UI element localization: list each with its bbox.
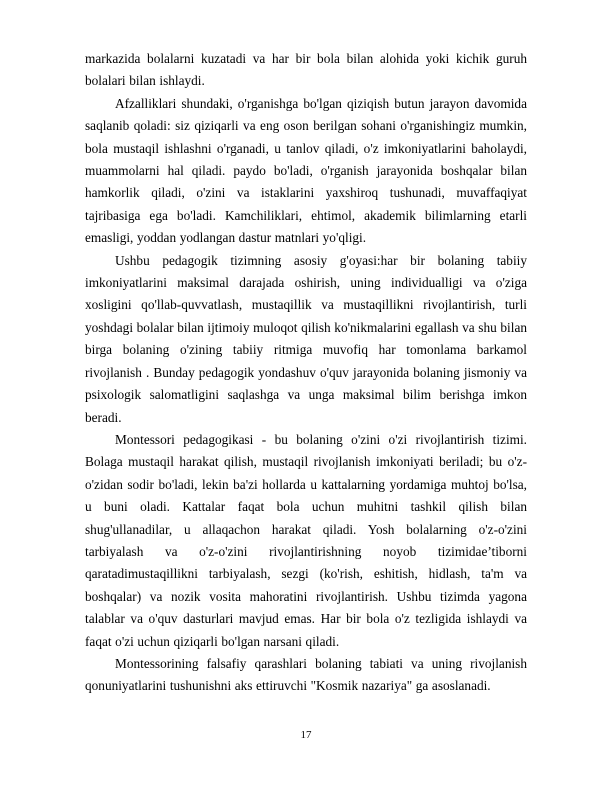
paragraph-ushbu-pedagogik: Ushbu pedagogik tizimning asosiy g'oyasi:har bir bolaning tabiiy imkoniyatlarini maksimal darajada oshirish, uning individualligi va o'ziga xosligini qo'llab-quvvatlash, mustaqillik va mustaqillikni rivojlantirish, turli yoshdagi bolalar bilan ijtimoiy muloqot qilish ko'nikmalarini egallash va shu bilan birga bolaning o'zining tabiiy ritmiga muvofiq har tomonlama barkamol rivojlanish . Bunday pedagogik yondashuv o'quv jarayonida bolaning jismoniy va psixologik salomatligini saqlashga va unga maksimal bilim berishga imkon beradi.: [85, 252, 527, 425]
page-body-text: [85, 48, 527, 698]
paragraph-continued-markazida: markazida bolalarni kuzatadi va har bir bola bilan alohida yoki kichik guruh bolalari bilan ishlaydi.: [85, 51, 527, 89]
paragraph-montessori-pedagogikasi: Montessori pedagogikasi - bu bolaning o'zini o'zi rivojlantirish tizimi. Bolaga mustaqil harakat qilish, mustaqil rivojlanish imkoniyati beriladi; bu o'z-o'zidan sodir bo'ladi, lekin ba'zi hollarda u kattalarning yordamiga muhtoj bo'lsa, u buni oladi. Kattalar faqat bola uchun muhitni tashkil qilish bilan shug'ullanadilar, u allaqachon harakat qiladi. Yosh bolalarning o'z-o'zini tarbiyalash va o'z-o'zini rivojlantirishning noyob tizimidae’tiborni qaratadimustaqillikni tarbiyalash, sezgi (ko'rish, eshitish, hidlash, ta'm va boshqalar) va nozik vosita mahoratini rivojlantirish. Ushbu tizimda yagona talablar va o'quv dasturlari mavjud emas. Har bir bola o'z tezligida ishlaydi va faqat o'zi uchun qiziqarli bo'lgan narsani qiladi.: [85, 431, 527, 649]
paragraph-afzalliklari: Afzalliklari shundaki, o'rganishga bo'lgan qiziqish butun jarayon davomida saqlanib qoladi: siz qiziqarli va eng oson berilgan sohani o'rganishingiz mumkin, bola mustaqil ishlashni o'rganadi, u tanlov qiladi, o'z imkoniyatlarini baholaydi, muammolarni hal qiladi. paydo bo'ladi, o'rganish jarayonida boshqalar bilan hamkorlik qiladi, o'zini va istaklarini yaxshiroq tushunadi, muvaffaqiyat tajribasiga ega bo'ladi. Kamchiliklari, ehtimol, akademik bilimlarning etarli emasligi, yoddan yodlangan dastur matnlari yo'qligi.: [85, 95, 527, 246]
page-number: 17: [300, 729, 312, 741]
paragraph-montessorining-falsafiy: Montessorining falsafiy qarashlari bolaning tabiati va uning rivojlanish qonuniyatlarini tushunishni aks ettiruvchi "Kosmik nazariya" ga asoslanadi.: [85, 655, 527, 694]
